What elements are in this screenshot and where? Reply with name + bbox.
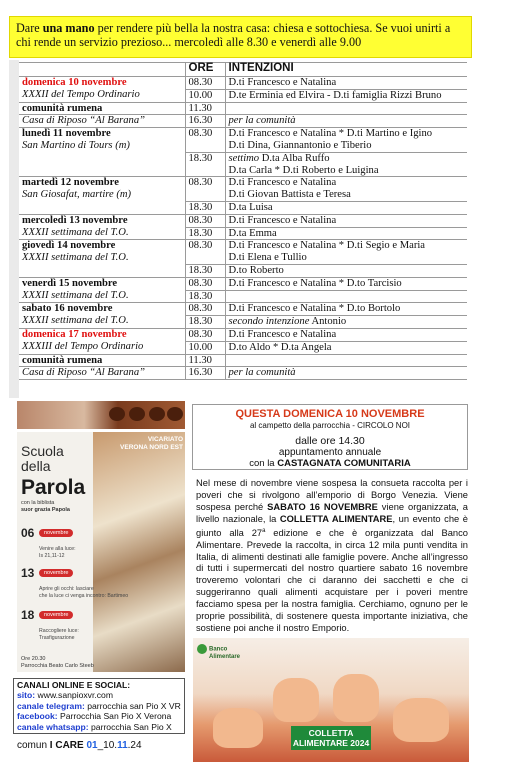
social-site[interactable]: sito: www.sanpioxvr.com <box>17 690 113 701</box>
table-row <box>19 367 467 380</box>
banner-text-2: per rendere più bella la nostra casa: chiesa e sottochiesa. Se vuoi unirti a chi rende un servizio prezioso... mercoledì alle 8.30 e venerdì alle 9.00 <box>16 21 451 49</box>
day-subtitle: XXXII settimana del T.O. <box>22 252 129 264</box>
day-subtitle: Casa di Riposo “Al Barana” <box>19 367 185 380</box>
table-row <box>19 128 467 153</box>
issue-footer: comun I CARE 01_10.11.24 <box>17 740 142 751</box>
colletta-alimentare-poster <box>193 638 469 762</box>
mass-intention: D.ti Francesco e Natalina * D.ti Martino e Igino D.ti Dina, Giannantonio e Tiberio <box>225 128 467 153</box>
table-row <box>19 214 467 227</box>
mass-time: 16.30 <box>185 367 225 380</box>
mass-time: 18.30 <box>185 201 225 214</box>
hand-illustration <box>393 698 449 742</box>
poster-title-scuola: Scuola della <box>21 443 64 474</box>
day-label: giovedì 14 novembre <box>22 240 116 252</box>
banco-alimentare-logo: Banco Alimentare <box>197 644 240 661</box>
banner-text-1: Dare <box>16 21 43 35</box>
hand-illustration <box>273 678 319 722</box>
day-label: sabato 16 novembre <box>22 303 113 315</box>
mass-intention <box>225 102 467 115</box>
hand-illustration <box>333 674 379 722</box>
mass-time: 18.30 <box>185 152 225 177</box>
day-subtitle: San Giosafat, martire (m) <box>22 189 132 201</box>
social-title: CANALI ONLINE E SOCIAL: <box>17 680 131 690</box>
day-label: domenica 10 novembre <box>22 77 127 88</box>
banco-logo-icon <box>197 644 207 654</box>
day-subtitle: San Martino di Tours (m) <box>22 139 130 151</box>
mass-time: 18.30 <box>185 316 225 329</box>
mass-intention: D.ti Francesco e Natalina * D.to Tarcisio <box>225 277 467 290</box>
mass-intention: per la comunità <box>225 115 467 128</box>
mass-intention: D.ta Emma <box>225 227 467 240</box>
table-row <box>19 77 467 90</box>
mass-intention <box>225 290 467 303</box>
mass-time: 18.30 <box>185 290 225 303</box>
scuola-della-parola-poster <box>17 432 185 672</box>
mass-time: 08.30 <box>185 303 225 316</box>
header-intenzioni: INTENZIONI <box>225 63 467 77</box>
poster-event: 13 novembre Aprire gli occhi: lasciare che la luce ci venga incontro: Bartimeo <box>21 566 129 599</box>
notice-title: QUESTA DOMENICA 10 NOVEMBRE <box>235 408 425 420</box>
day-subtitle: Casa di Riposo “Al Barana” <box>19 115 185 128</box>
mass-time: 08.30 <box>185 277 225 290</box>
mass-time: 08.30 <box>185 177 225 202</box>
mass-time: 18.30 <box>185 227 225 240</box>
day-label: comunità rumena <box>19 354 185 367</box>
table-row <box>19 177 467 202</box>
day-subtitle: XXXII settimana del T.O. <box>22 315 129 327</box>
mass-intention: D.ti Francesco e Natalina <box>225 328 467 341</box>
mass-time: 08.30 <box>185 240 225 265</box>
mass-time: 08.30 <box>185 77 225 90</box>
day-subtitle: XXXII settimana del T.O. <box>22 289 129 301</box>
banner-bold: una mano <box>42 21 95 35</box>
mass-intention: D.ti Francesco e Natalina * D.to Bortolo <box>225 303 467 316</box>
mass-time: 10.00 <box>185 89 225 102</box>
poster-event: 06 novembre Venire alla luce: Is 21,11-12 <box>21 526 76 559</box>
mass-intention <box>225 354 467 367</box>
table-row <box>19 303 467 316</box>
mass-intention: D.ti Francesco e Natalina <box>225 214 467 227</box>
table-row <box>19 240 467 265</box>
poster-title-parola: Parola <box>21 476 86 499</box>
table-row <box>19 328 467 341</box>
mass-time: 08.30 <box>185 214 225 227</box>
day-label: lunedì 11 novembre <box>22 128 111 140</box>
poster-event: 18 novembre Raccogliere luce: Trasfigurazione <box>21 608 79 641</box>
social-facebook[interactable]: facebook: Parrocchia San Pio X Verona <box>17 711 172 722</box>
day-label: martedì 12 novembre <box>22 177 119 189</box>
mass-intention: per la comunità <box>225 367 467 380</box>
mass-schedule-table <box>19 62 467 380</box>
poster-biblista: con la biblista suor grazia Papola <box>21 500 70 513</box>
mass-intention: D.ti Francesco e Natalina <box>225 77 467 90</box>
table-row <box>19 354 467 367</box>
social-whatsapp[interactable]: canale whatsapp: parrocchia San Pio X <box>17 721 172 732</box>
castagnata-notice <box>192 404 468 470</box>
open-books-image <box>93 432 185 672</box>
poster-vicariato: VICARIATO VERONA NORD EST <box>120 436 183 451</box>
mass-intention: D.ti Francesco e Natalina D.ti Giovan Battista e Teresa <box>225 177 467 202</box>
hand-illustration <box>213 708 263 748</box>
day-label: domenica 17 novembre <box>22 328 127 340</box>
day-subtitle: XXXIII del Tempo Ordinario <box>22 340 144 352</box>
mass-intention: D.to Aldo * D.ta Angela <box>225 341 467 354</box>
notice-subtitle: al campetto della parrocchia - CIRCOLO NOI <box>249 421 411 430</box>
table-header <box>19 63 467 77</box>
day-label: mercoledì 13 novembre <box>22 214 128 226</box>
table-row <box>19 115 467 128</box>
notice-time: dalle ore 14.30 <box>295 435 365 447</box>
header-ore: ORE <box>185 63 225 77</box>
mass-time: 11.30 <box>185 354 225 367</box>
chestnuts-photo <box>17 401 185 429</box>
day-label: venerdì 15 novembre <box>22 277 118 289</box>
notice-appointment: appuntamento annuale <box>278 447 382 458</box>
mass-intention: D.te Erminia ed Elvira - D.ti famiglia Rizzi Bruno <box>225 89 467 102</box>
table-row <box>19 102 467 115</box>
mass-time: 10.00 <box>185 341 225 354</box>
mass-time: 16.30 <box>185 115 225 128</box>
colletta-article: Nel mese di novembre viene sospesa la consueta raccolta per i poveri che si rivolgono all’emporio di Borgo Venezia. Viene sospesa perché SABATO 16 NOVEMBRE viene organizzata, a livello nazionale, la COLLETTA ALIMENTARE, un evento che è giunto alla 27$^a$ edizione e che è organizzata dal Banco Alimentare. Prevede la raccolta, in circa 12 mila punti vendita in Italia, di alimenti destinati alle famiglie povere. Anche all’ingresso di tutti i supermercati del nostro quartiere sabato 16 novembre troveremo volontari che ci daranno dei sacchetti e che ci suggeriranno quali alimenti acquistare per i poveri mentre facciamo spesa per la nostra famiglia. Cerchiamo, ognuno per le proprie possibilità, di sostenere questa importante iniziativa, che sostiene poi anche il nostro Emporio. <box>196 478 468 633</box>
day-label: comunità rumena <box>19 102 185 115</box>
mass-time: 18.30 <box>185 264 225 277</box>
social-telegram[interactable]: canale telegram: parrocchia san Pio X VR <box>17 700 181 711</box>
colletta-label: COLLETTA ALIMENTARE 2024 <box>292 728 370 748</box>
mass-intention: D.ti Francesco e Natalina * D.ti Segio e Maria D.ti Elena e Tullio <box>225 240 467 265</box>
volunteer-banner <box>9 16 472 58</box>
table-row <box>19 277 467 290</box>
mass-intention: D.to Roberto <box>225 264 467 277</box>
poster-footer: Ore 20.30 Parrocchia Beato Carlo Steeb <box>21 656 94 669</box>
notice-event: con la CASTAGNATA COMUNITARIA <box>249 458 411 469</box>
mass-intention: settimo D.ta Alba Ruffo D.ta Carla * D.ti Roberto e Luigina <box>225 152 467 177</box>
mass-time: 11.30 <box>185 102 225 115</box>
mass-intention: D.ta Luisa <box>225 201 467 214</box>
mass-time: 08.30 <box>185 128 225 153</box>
table-side-shade <box>9 60 19 398</box>
mass-intention: secondo intenzione Antonio <box>225 316 467 329</box>
day-subtitle: XXXII del Tempo Ordinario <box>22 88 140 100</box>
social-channels-box <box>13 678 185 734</box>
day-subtitle: XXXII settimana del T.O. <box>22 226 129 238</box>
mass-time: 08.30 <box>185 328 225 341</box>
